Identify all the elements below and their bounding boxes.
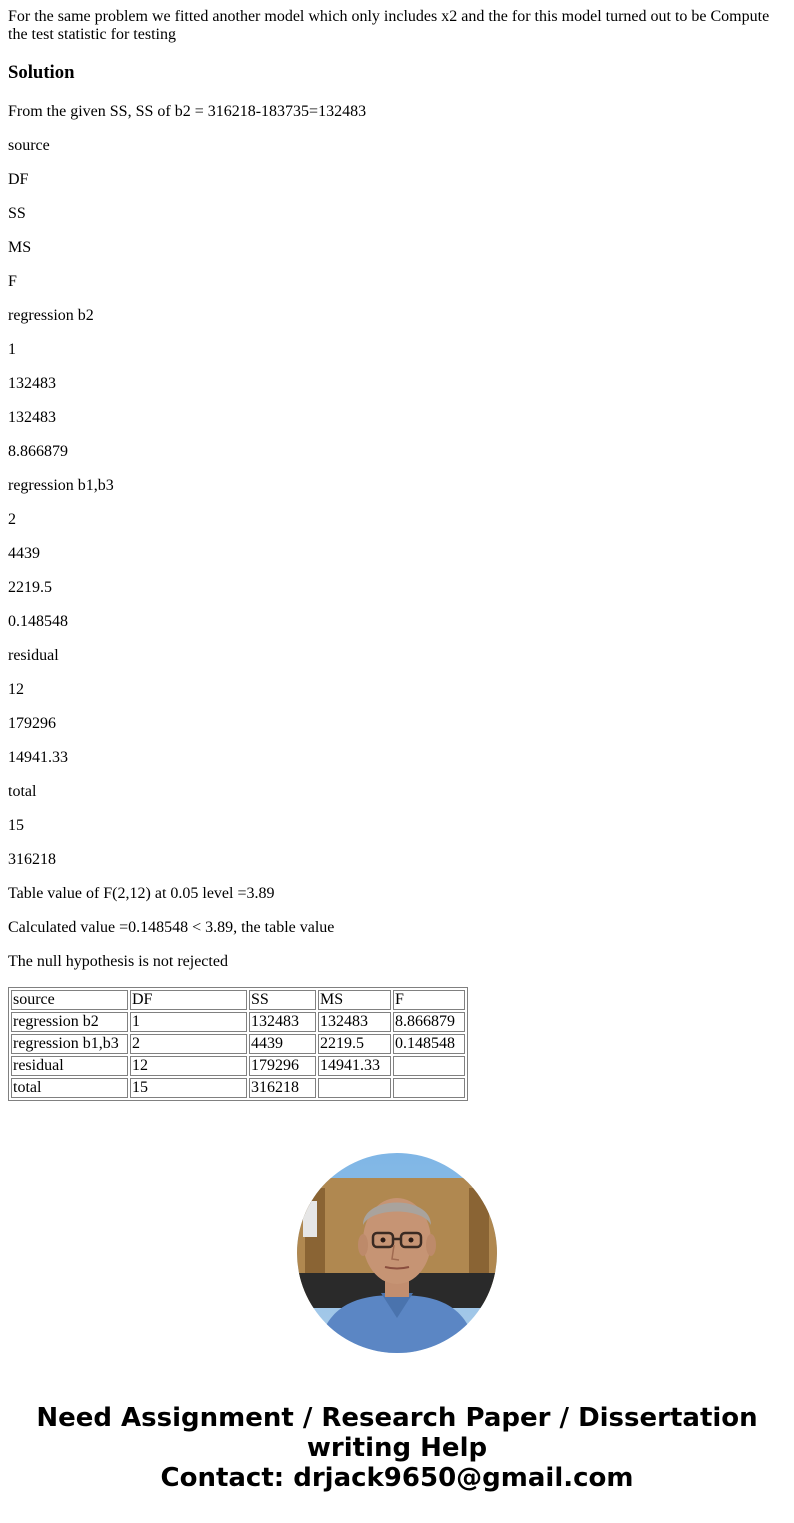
table-header-cell: SS <box>249 990 316 1010</box>
solution-paragraph: DF <box>8 171 29 188</box>
table-cell: 2 <box>130 1034 247 1054</box>
table-cell: 1 <box>130 1012 247 1032</box>
table-header-cell: F <box>393 990 465 1010</box>
solution-body <box>8 103 786 971</box>
table-cell: 316218 <box>249 1078 316 1098</box>
table-cell: 132483 <box>318 1012 391 1032</box>
solution-paragraph: regression b1,b3 <box>8 477 114 494</box>
solution-paragraph: 132483 <box>8 375 56 392</box>
table-header-cell: DF <box>130 990 247 1010</box>
author-photo-image <box>297 1153 497 1353</box>
table-row <box>11 1034 465 1054</box>
table-cell: 8.866879 <box>393 1012 465 1032</box>
table-cell: 0.148548 <box>393 1034 465 1054</box>
promo-banner <box>0 1403 794 1493</box>
table-cell: 179296 <box>249 1056 316 1076</box>
solution-paragraph: 2 <box>8 511 16 528</box>
solution-paragraph: Table value of F(2,12) at 0.05 level =3.89 <box>8 885 275 902</box>
solution-paragraph: 8.866879 <box>8 443 68 460</box>
solution-paragraph: SS <box>8 205 26 222</box>
solution-paragraph: 1 <box>8 341 16 358</box>
solution-paragraph: 2219.5 <box>8 579 52 596</box>
table-cell: 15 <box>130 1078 247 1098</box>
table-cell: regression b2 <box>11 1012 128 1032</box>
promo-line: Need Assignment / Research Paper / Dissertation <box>36 1403 758 1433</box>
solution-paragraph: F <box>8 273 17 290</box>
solution-paragraph: 14941.33 <box>8 749 68 766</box>
solution-paragraph: 316218 <box>8 851 56 868</box>
table-cell: 12 <box>130 1056 247 1076</box>
solution-paragraph: residual <box>8 647 59 664</box>
table-cell: 14941.33 <box>318 1056 391 1076</box>
table-cell: 132483 <box>249 1012 316 1032</box>
table-cell: residual <box>11 1056 128 1076</box>
solution-paragraph: regression b2 <box>8 307 94 324</box>
solution-paragraph: 12 <box>8 681 24 698</box>
question-text: For the same problem we fitted another model which only includes x2 and the for this model turned out to be Compute the test statistic for testing <box>8 8 770 43</box>
promo-line: writing Help <box>306 1433 488 1463</box>
solution-paragraph: 179296 <box>8 715 56 732</box>
solution-paragraph: total <box>8 783 37 800</box>
author-photo <box>297 1153 497 1353</box>
table-cell <box>393 1056 465 1076</box>
solution-paragraph: From the given SS, SS of b2 = 316218-183735=132483 <box>8 103 367 120</box>
table-cell <box>318 1078 391 1098</box>
solution-paragraph: MS <box>8 239 32 256</box>
table-cell: 2219.5 <box>318 1034 391 1054</box>
anova-table <box>8 987 468 1101</box>
table-cell: 4439 <box>249 1034 316 1054</box>
solution-paragraph: 0.148548 <box>8 613 68 630</box>
solution-paragraph: Calculated value =0.148548 < 3.89, the table value <box>8 919 335 936</box>
solution-paragraph: 15 <box>8 817 24 834</box>
table-header-cell: MS <box>318 990 391 1010</box>
solution-paragraph: 132483 <box>8 409 56 426</box>
table-cell: total <box>11 1078 128 1098</box>
promo-contact: Contact: drjack9650@gmail.com <box>160 1463 634 1493</box>
solution-paragraph: source <box>8 137 50 154</box>
table-row <box>11 1012 465 1032</box>
table-row <box>11 1078 465 1098</box>
table-cell: regression b1,b3 <box>11 1034 128 1054</box>
solution-paragraph: The null hypothesis is not rejected <box>8 953 228 970</box>
solution-heading: Solution <box>8 62 75 83</box>
solution-paragraph: 4439 <box>8 545 40 562</box>
table-row <box>11 1056 465 1076</box>
table-cell <box>393 1078 465 1098</box>
table-header-cell: source <box>11 990 128 1010</box>
table-header-row <box>11 990 465 1010</box>
